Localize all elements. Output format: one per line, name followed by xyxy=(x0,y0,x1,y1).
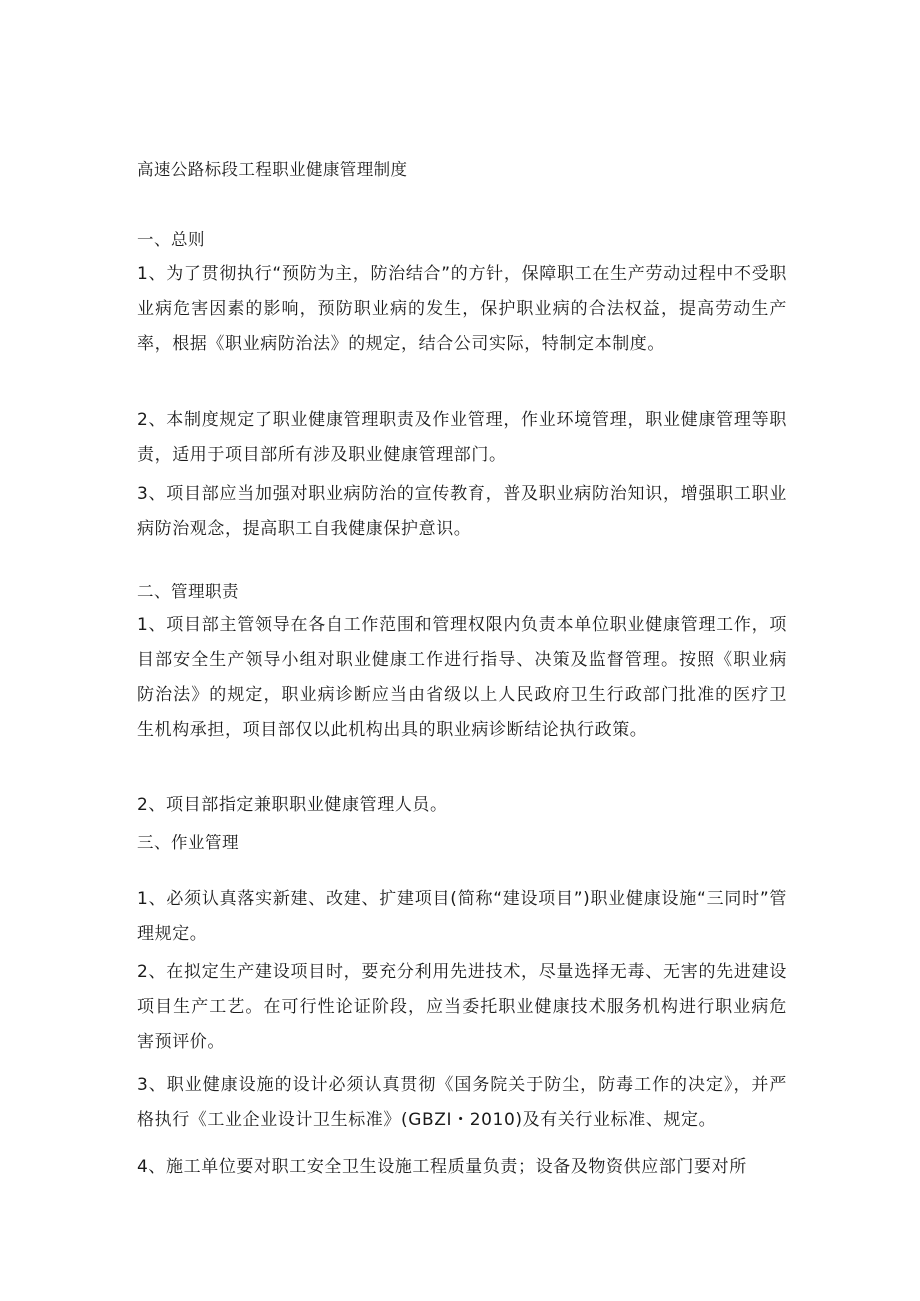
paragraph-operations-4: 4、施工单位要对职工安全卫生设施工程质量负责；设备及物资供应部门要对所 xyxy=(137,1157,747,1177)
section-heading-responsibilities: 二、管理职责 xyxy=(137,582,239,601)
paragraph-general-3: 3、项目部应当加强对职业病防治的宣传教育，普及职业病防治知识，增强职工职业病防治观念，提高职工自我健康保护意识。 xyxy=(137,484,787,539)
paragraph-operations-1: 1、必须认真落实新建、改建、扩建项目(简称“建设项目”)职业健康设施“三同时”管理规定。 xyxy=(137,889,787,944)
paragraph-responsibilities-2: 2、项目部指定兼职职业健康管理人员。 xyxy=(137,795,448,815)
paragraph-operations-2: 2、在拟定生产建设项目时，要充分利用先进技术，尽量选择无毒、无害的先进建设项目生产工艺。在可行性论证阶段，应当委托职业健康技术服务机构进行职业病危害预评价。 xyxy=(137,962,787,1052)
section-heading-general: 一、总则 xyxy=(137,230,205,249)
paragraph-operations-3: 3、职业健康设施的设计必须认真贯彻《国务院关于防尘，防毒工作的决定》，并严格执行《工业企业设计卫生标准》(GBZI・2010)及有关行业标准、规定。 xyxy=(137,1075,787,1130)
paragraph-general-2: 2、本制度规定了职业健康管理职责及作业管理，作业环境管理，职业健康管理等职责，适用于项目部所有涉及职业健康管理部门。 xyxy=(137,410,787,465)
paragraph-general-1: 1、为了贯彻执行“预防为主，防治结合”的方针，保障职工在生产劳动过程中不受职业病危害因素的影响，预防职业病的发生，保护职业病的合法权益，提高劳动生产率，根据《职业病防治法》的规定，结合公司实际，特制定本制度。 xyxy=(137,264,787,354)
document-title: 高速公路标段工程职业健康管理制度 xyxy=(137,160,408,179)
section-heading-operations: 三、作业管理 xyxy=(137,833,239,852)
paragraph-responsibilities-1: 1、项目部主管领导在各自工作范围和管理权限内负责本单位职业健康管理工作，项目部安全生产领导小组对职业健康工作进行指导、决策及监督管理。按照《职业病防治法》的规定，职业病诊断应当由省级以上人民政府卫生行政部门批准的医疗卫生机构承担，项目部仅以此机构出具的职业病诊断结论执行政策。 xyxy=(137,615,787,740)
